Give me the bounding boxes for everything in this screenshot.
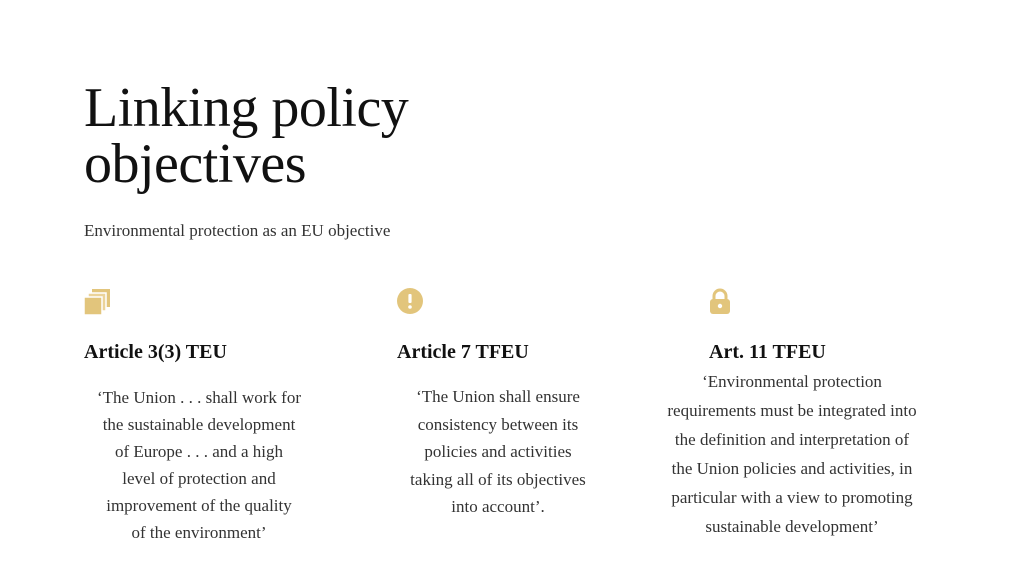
body-line: of the environment’	[131, 523, 267, 542]
column-heading-art-11-tfeu: Art. 11 TFEU	[709, 341, 826, 363]
body-line: consistency between its	[417, 414, 579, 434]
body-line: level of protection and	[122, 469, 276, 488]
body-line: ‘The Union shall ensure	[416, 387, 580, 406]
body-line: ‘Environmental protection	[702, 372, 882, 391]
body-line: ‘The Union . . . shall work for	[97, 388, 301, 407]
documents-icon	[84, 288, 112, 316]
column-body-article-3-3-teu	[84, 384, 314, 546]
alert-icon	[397, 288, 425, 316]
body-line: the definition and interpretation of	[674, 430, 910, 449]
lock-icon	[709, 288, 737, 316]
body-line: taking all of its objectives	[410, 469, 586, 489]
slide-title-line: objectives	[84, 133, 307, 195]
column-heading-article-3-3-teu: Article 3(3) TEU	[84, 341, 227, 363]
column-body-article-7-tfeu	[393, 383, 603, 521]
body-line: requirements must be integrated into	[667, 401, 917, 420]
column-body-art-11-tfeu	[632, 367, 952, 541]
body-line: particular with a view to promoting	[671, 488, 913, 507]
body-line: the Union policies and activities, in	[671, 459, 913, 478]
column-heading-article-7-tfeu: Article 7 TFEU	[397, 341, 529, 363]
body-line: the sustainable development	[102, 415, 296, 434]
slide-title-line: Linking policy	[84, 77, 409, 139]
body-line: improvement of the quality	[106, 496, 292, 515]
slide-subtitle: Environmental protection as an EU objective	[84, 221, 391, 240]
body-line: sustainable development’	[705, 517, 879, 536]
body-line: into account’.	[451, 497, 545, 516]
body-line: of Europe . . . and a high	[114, 442, 284, 461]
body-line: policies and activities	[424, 442, 572, 461]
slide-title	[84, 77, 409, 195]
